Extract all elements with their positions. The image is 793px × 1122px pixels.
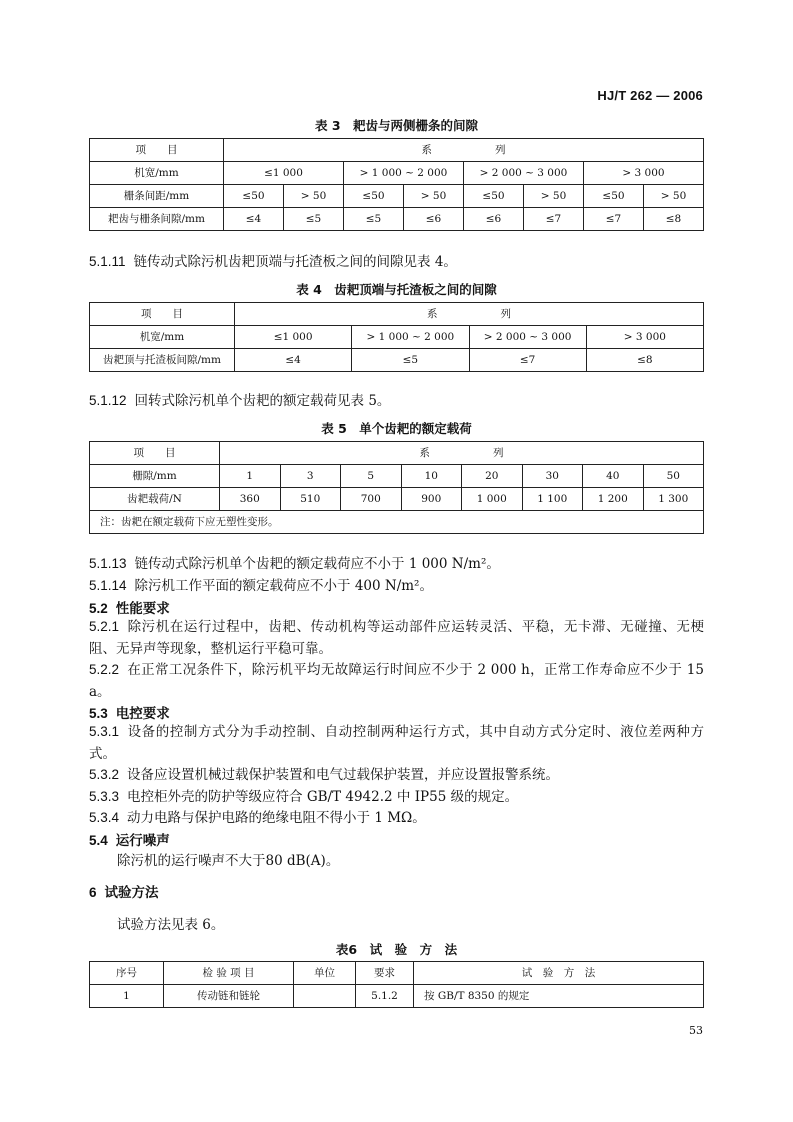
clause-number: 5.2.2 bbox=[89, 662, 120, 677]
paragraph-noise: 除污机的运行噪声不大于80 dB(A)。 bbox=[117, 853, 340, 869]
table-cell: ≤7 bbox=[524, 208, 584, 231]
section-heading-6 bbox=[89, 881, 159, 901]
table-cell: 1 200 bbox=[583, 488, 644, 511]
row-label: 齿耙顶与托渣板间隙/mm bbox=[90, 349, 235, 372]
table-cell: 5.1.2 bbox=[356, 985, 414, 1008]
table5-caption: 表 5 单个齿耙的额定载荷 bbox=[321, 421, 472, 436]
clause-5-1-11 bbox=[89, 251, 704, 274]
row-label: 栅条间距/mm bbox=[90, 185, 224, 208]
clause-text: 回转式除污机单个齿耙的额定载荷见表 5。 bbox=[134, 393, 391, 409]
table-cell: 按 GB/T 8350 的规定 bbox=[414, 985, 704, 1008]
table3 bbox=[89, 138, 704, 231]
row-label: 齿耙载荷/N bbox=[90, 488, 220, 511]
table-cell: > 3 000 bbox=[584, 162, 704, 185]
row-label: 栅隙/mm bbox=[90, 465, 220, 488]
table-cell: > 50 bbox=[524, 185, 584, 208]
clause-5-3-1 bbox=[89, 721, 704, 765]
table-row bbox=[90, 442, 704, 465]
table-cell: ≤6 bbox=[404, 208, 464, 231]
table-cell: > 2 000 ~ 3 000 bbox=[464, 162, 584, 185]
table-cell: ≤4 bbox=[235, 349, 352, 372]
table-note: 注：齿耙在额定载荷下应无塑性变形。 bbox=[90, 511, 704, 534]
clause-5-1-14 bbox=[89, 575, 704, 598]
paragraph-test-methods: 试验方法见表 6。 bbox=[117, 917, 225, 933]
table-cell: ≤50 bbox=[584, 185, 644, 208]
table-cell: ≤50 bbox=[344, 185, 404, 208]
table-header-item: 项 目 bbox=[90, 139, 224, 162]
table-header: 试 验 方 法 bbox=[414, 962, 704, 985]
row-label: 机宽/mm bbox=[90, 326, 235, 349]
table-cell: ≤7 bbox=[584, 208, 644, 231]
document-code: HJ/T 262 — 2006 bbox=[597, 88, 703, 103]
clause-text: 除污机在运行过程中，齿耙、传动机构等运动部件应运转灵活、平稳，无卡滞、无碰撞、无梗阻、无异声等现象，整机运行平稳可靠。 bbox=[89, 619, 704, 657]
clause-5-3-3 bbox=[89, 786, 704, 809]
clause-text: 电控柜外壳的防护等级应符合 GB/T 4942.2 中 IP55 级的规定。 bbox=[127, 789, 519, 805]
section-number: 6 bbox=[89, 885, 97, 900]
table-cell: 1 300 bbox=[643, 488, 704, 511]
table-header: 序号 bbox=[90, 962, 164, 985]
table-cell: > 3 000 bbox=[586, 326, 703, 349]
table-cell: ≤6 bbox=[464, 208, 524, 231]
clause-text: 除污机工作平面的额定载荷应不小于 400 N/m²。 bbox=[134, 578, 433, 594]
section-number: 5.4 bbox=[89, 833, 108, 848]
table-header-series: 系 列 bbox=[235, 303, 704, 326]
section-title: 性能要求 bbox=[115, 601, 170, 617]
clause-5-3-2 bbox=[89, 764, 704, 787]
table-header: 单位 bbox=[294, 962, 356, 985]
table-cell: ≤7 bbox=[469, 349, 586, 372]
table-cell: > 1 000 ~ 2 000 bbox=[344, 162, 464, 185]
table-cell: 10 bbox=[401, 465, 462, 488]
section-number: 5.2 bbox=[89, 601, 108, 616]
table-cell: ≤5 bbox=[344, 208, 404, 231]
clause-text: 设备应设置机械过载保护装置和电气过载保护装置，并应设置报警系统。 bbox=[127, 767, 560, 783]
clause-5-2-2 bbox=[89, 659, 704, 703]
table-cell: ≤1 000 bbox=[235, 326, 352, 349]
table-row bbox=[90, 139, 704, 162]
table-cell: 1 000 bbox=[462, 488, 523, 511]
table-cell: ≤50 bbox=[224, 185, 284, 208]
page-number: 53 bbox=[689, 1024, 703, 1037]
table-header: 要求 bbox=[356, 962, 414, 985]
table-cell: ≤1 000 bbox=[224, 162, 344, 185]
table-cell: ≤50 bbox=[464, 185, 524, 208]
clause-5-1-12 bbox=[89, 390, 704, 413]
row-label: 耙齿与栅条间隙/mm bbox=[90, 208, 224, 231]
clause-text: 动力电路与保护电路的绝缘电阻不得小于 1 MΩ。 bbox=[127, 810, 426, 826]
table-cell: > 50 bbox=[404, 185, 464, 208]
table-row bbox=[90, 303, 704, 326]
table-row bbox=[90, 488, 704, 511]
table-cell: 20 bbox=[462, 465, 523, 488]
table-cell bbox=[294, 985, 356, 1008]
table-row bbox=[90, 208, 704, 231]
clause-text: 链传动式除污机单个齿耙的额定载荷应不小于 1 000 N/m²。 bbox=[134, 556, 500, 572]
clause-5-3-4 bbox=[89, 807, 704, 830]
clause-number: 5.1.14 bbox=[89, 578, 127, 593]
section-heading-5-3 bbox=[89, 702, 170, 722]
table-row bbox=[90, 349, 704, 372]
table-cell: 3 bbox=[280, 465, 341, 488]
table-row bbox=[90, 511, 704, 534]
table-cell: 510 bbox=[280, 488, 341, 511]
table6 bbox=[89, 961, 704, 1008]
section-title: 运行噪声 bbox=[115, 833, 170, 849]
table-cell: 900 bbox=[401, 488, 462, 511]
clause-number: 5.3.4 bbox=[89, 810, 120, 825]
table3-caption: 表 3 耙齿与两侧栅条的间隙 bbox=[314, 118, 479, 133]
table-row bbox=[90, 985, 704, 1008]
clause-5-1-13 bbox=[89, 553, 704, 576]
table-cell: > 50 bbox=[284, 185, 344, 208]
table-cell: 传动链和链轮 bbox=[164, 985, 294, 1008]
table5 bbox=[89, 441, 704, 534]
table-cell: 40 bbox=[583, 465, 644, 488]
table-header-series: 系 列 bbox=[224, 139, 704, 162]
clause-number: 5.3.1 bbox=[89, 724, 120, 739]
table-cell: 700 bbox=[341, 488, 402, 511]
section-number: 5.3 bbox=[89, 706, 108, 721]
clause-number: 5.1.12 bbox=[89, 393, 127, 408]
table-cell: ≤5 bbox=[352, 349, 469, 372]
clause-number: 5.3.2 bbox=[89, 767, 120, 782]
table-row bbox=[90, 326, 704, 349]
table-cell: ≤8 bbox=[586, 349, 703, 372]
clause-number: 5.2.1 bbox=[89, 619, 120, 634]
table4-caption: 表 4 齿耙顶端与托渣板之间的间隙 bbox=[296, 282, 497, 297]
table-row bbox=[90, 162, 704, 185]
table-cell: 1 bbox=[220, 465, 281, 488]
table-row bbox=[90, 962, 704, 985]
section-heading-5-2 bbox=[89, 597, 170, 617]
section-heading-5-4 bbox=[89, 829, 170, 849]
table-cell: > 1 000 ~ 2 000 bbox=[352, 326, 469, 349]
clause-number: 5.1.11 bbox=[89, 254, 126, 269]
section-title: 电控要求 bbox=[115, 706, 170, 722]
clause-text: 设备的控制方式分为手动控制、自动控制两种运行方式，其中自动方式分定时、液位差两种方式。 bbox=[89, 724, 704, 762]
row-label: 机宽/mm bbox=[90, 162, 224, 185]
table6-caption: 表6 试 验 方 法 bbox=[335, 942, 458, 957]
clause-number: 5.1.13 bbox=[89, 556, 127, 571]
table4 bbox=[89, 302, 704, 372]
table-row bbox=[90, 185, 704, 208]
table-cell: 1 100 bbox=[522, 488, 583, 511]
section-title: 试验方法 bbox=[104, 885, 159, 901]
table-cell: ≤8 bbox=[644, 208, 704, 231]
table-cell: ≤5 bbox=[284, 208, 344, 231]
clause-5-2-1 bbox=[89, 616, 704, 660]
table-header-item: 项 目 bbox=[90, 442, 220, 465]
table-row bbox=[90, 465, 704, 488]
table-cell: 360 bbox=[220, 488, 281, 511]
table-header: 检 验 项 目 bbox=[164, 962, 294, 985]
clause-text: 在正常工况条件下，除污机平均无故障运行时间应不少于 2 000 h，正常工作寿命应不少于 15 a。 bbox=[89, 662, 704, 700]
table-cell: 1 bbox=[90, 985, 164, 1008]
clause-number: 5.3.3 bbox=[89, 789, 120, 804]
table-cell: > 50 bbox=[644, 185, 704, 208]
table-cell: 30 bbox=[522, 465, 583, 488]
clause-text: 链传动式除污机齿耙顶端与托渣板之间的间隙见表 4。 bbox=[133, 254, 457, 270]
table-header-series: 系 列 bbox=[220, 442, 704, 465]
table-header-item: 项 目 bbox=[90, 303, 235, 326]
table-cell: > 2 000 ~ 3 000 bbox=[469, 326, 586, 349]
table-cell: 50 bbox=[643, 465, 704, 488]
table-cell: ≤4 bbox=[224, 208, 284, 231]
table-cell: 5 bbox=[341, 465, 402, 488]
